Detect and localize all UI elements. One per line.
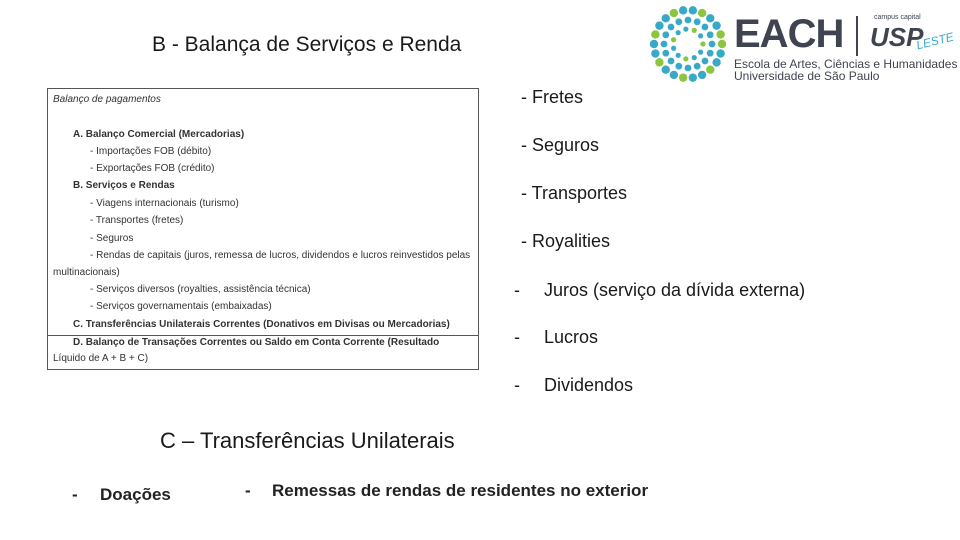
logo-dot [670,9,678,17]
logo-dot [694,63,701,70]
balance-of-payments-box [47,88,479,370]
logo-each-text: EACH [734,12,844,56]
logo-dot [702,58,709,65]
bop-line: A. Balanço Comercial (Mercadorias) [73,129,245,140]
list-item-transportes: - Transportes [521,183,628,203]
logo-dot [685,17,692,24]
logo-dot [716,49,724,57]
logo-dot [662,31,669,38]
logo-dot [675,18,682,25]
bop-line: multinacionais) [53,267,120,278]
logo-dot [692,28,697,33]
logo-dot [662,14,670,22]
logo-dot [671,37,676,42]
bop-line: Líquido de A + B + C) [53,353,149,364]
logo-divider [856,16,858,56]
logo-dot [650,40,658,48]
logo-dot [698,9,706,17]
bullet-dash: - [514,375,520,395]
bullet-dash: - [514,280,520,300]
logo-dot [668,58,675,65]
list-item-royalities: - Royalities [521,231,611,251]
logo-dot [698,33,703,38]
logo-dot [689,6,697,14]
logo-dot [671,46,676,51]
bullet-dash: - [72,485,78,504]
bop-line: B. Serviços e Rendas [73,180,175,191]
bop-line: - Importações FOB (débito) [90,146,212,157]
logo-dot [707,31,714,38]
list-item-lucros: Lucros [544,327,599,347]
bop-line: - Seguros [90,233,134,244]
logo-dot [679,6,687,14]
bullet-dash: - [514,327,520,347]
logo-usp-text: USP [870,22,924,52]
logo-dot [685,65,692,72]
logo-dot [694,18,701,25]
logo-dot [712,58,720,66]
bop-separator [48,335,479,336]
list-item-juros: Juros (serviço da dívida externa) [544,280,806,300]
list-item-fretes: - Fretes [521,87,584,107]
logo-dot [706,14,714,22]
logo-dot [661,41,668,48]
list-item-dividendos: Dividendos [544,375,634,395]
bop-line: - Serviços governamentais (embaixadas) [90,301,272,312]
logo-dot [675,63,682,70]
logo-dot [689,73,697,81]
logo-dot [662,50,669,57]
slide-title: B - Balança de Serviços e Renda [152,33,462,56]
logo-dot [655,58,663,66]
logo-dot [692,55,697,60]
list-item-doacoes: Doações [100,485,171,504]
logo-campus-text: campus capital [874,14,921,21]
logo-dot [712,21,720,29]
logo-dot [651,49,659,57]
bop-heading: Balanço de pagamentos [53,94,161,105]
logo-dot [683,56,688,61]
bullet-dash: - [245,481,251,500]
logo-leste-text: LESTE [914,29,956,53]
logo-dot [700,41,705,46]
logo-dot [709,41,716,48]
list-item-remessas: Remessas de rendas de residentes no exterior [272,481,649,500]
logo-subtitle [734,58,957,82]
logo-dot [702,24,709,31]
list-item-seguros: - Seguros [521,135,600,155]
logo-dot [716,30,724,38]
bop-line: - Exportações FOB (crédito) [90,163,215,174]
logo-dot [668,24,675,31]
logo-dot [707,50,714,57]
logo-dot [698,50,703,55]
logo-dot [706,65,714,73]
logo-dot [655,21,663,29]
bop-line: - Transportes (fretes) [90,215,184,226]
section-c-title: C – Transferências Unilaterais [160,428,455,453]
logo-dot [679,73,687,81]
logo-dot [676,53,681,58]
logo-dot [651,30,659,38]
each-ring-logo-icon [650,6,726,82]
bop-line: - Rendas de capitais (juros, remessa de lucros, dividendos e lucros reinvestidos pelas [90,250,471,261]
logo-dot [676,30,681,35]
logo-dot [670,71,678,79]
each-usp-logo [648,4,958,84]
logo-dot [718,40,726,48]
logo-dot [662,65,670,73]
bop-line: D. Balanço de Transações Correntes ou Saldo em Conta Corrente (Resultado [73,337,440,348]
bop-line: - Viagens internacionais (turismo) [90,198,239,209]
logo-dot [683,27,688,32]
bop-line: C. Transferências Unilaterais Correntes (Donativos em Divisas ou Mercadorias) [73,319,450,330]
logo-subtitle-line2: Universidade de São Paulo [734,69,880,83]
bop-line: - Serviços diversos (royalties, assistência técnica) [90,284,311,295]
logo-subtitle-line1: Escola de Artes, Ciências e Humanidades [734,57,958,71]
logo-dot [698,71,706,79]
